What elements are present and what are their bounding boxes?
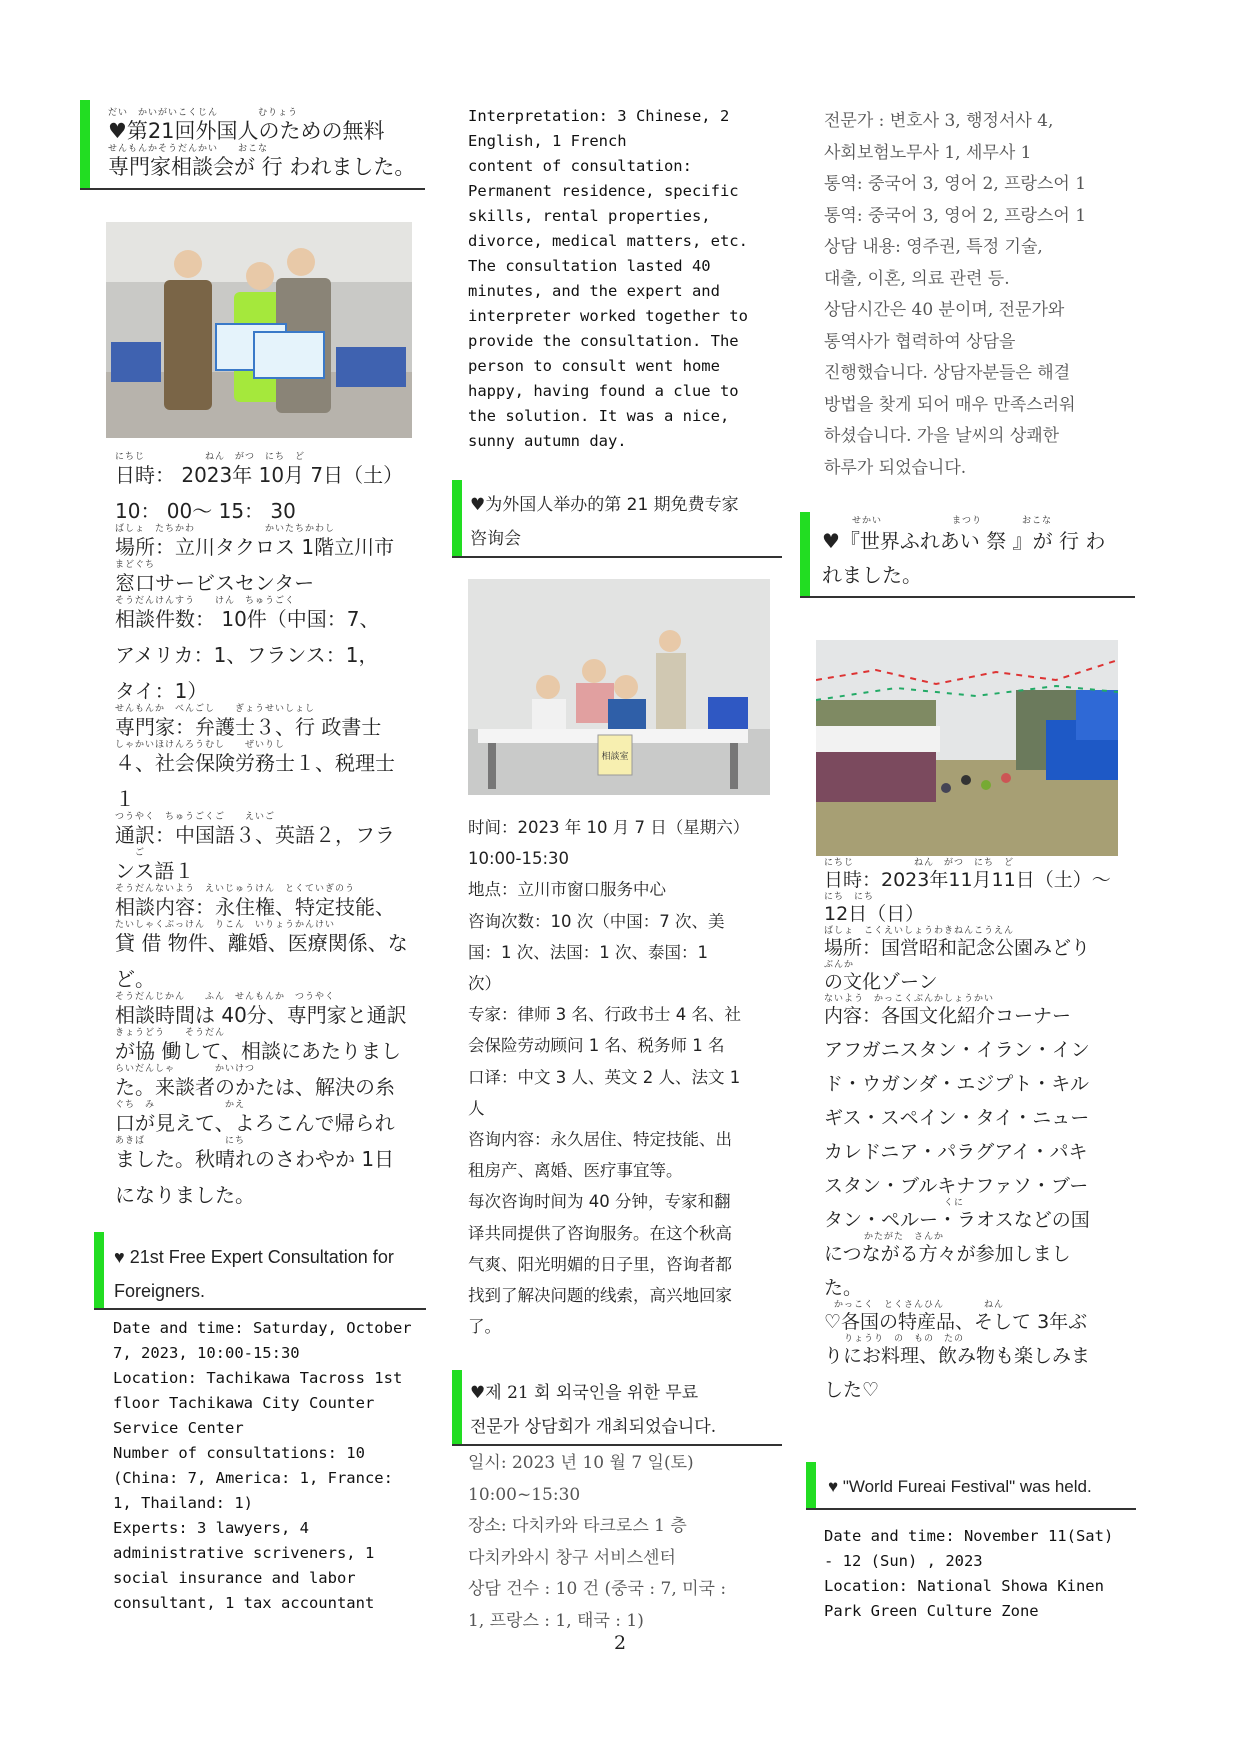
jp-line-10 [115,812,435,848]
line-ruby: せんもんか べんごし ぎょうせいしょし [115,704,316,714]
line-ruby: きょうどう そうだん [115,1028,226,1038]
body-line: 10:00-15:30 [468,849,570,869]
jp-line-15 [115,992,435,1028]
jp-line-9 [115,776,435,812]
body-line: 방법을 찾게 되어 매우 만족스러워 [824,394,1076,415]
body-line: 会保险劳动顾问 1 名、税务师 1 名 [468,1036,725,1056]
middle-en-body: Interpretation: 3 Chinese, 2 English, 1 French content of consultation: Permanent residence, specific skills, rental properties, divorce, medical matters, etc. The consultation lasted 40 minutes, and the expert and interpreter worked together to provide the consultation. The person to consult went home happy, having found a clue to the solution. It was a nice, sunny autumn day. [468,107,748,450]
jp-line-20 [115,1172,435,1208]
line-ruby: ばしょ こくえいしょうわきねんこうえん [824,926,1015,936]
line-text: アフガニスタン・イラン・イン [824,1039,1090,1061]
line-ruby: そうだんけんすう けん ちゅうごく [115,596,296,606]
line-ruby [115,668,435,678]
body-line: 10:00~15:30 [468,1484,581,1505]
middle-zh-heading [452,480,782,558]
line-ruby [115,1172,435,1182]
line-text: 通訳：中国語３、英語２，フラ [115,823,395,847]
heading-accent-bar [94,1232,104,1308]
jp-line-1 [115,488,435,524]
line-text: 窓口サービスセンター [115,571,315,595]
line-text: 内容：各国文化紹介コーナー [824,1005,1072,1027]
line-text: 相談件数： 10件（中国：7、 [115,607,380,631]
jp-line-4 [115,596,435,632]
line-ruby [115,956,435,966]
line-text: 場所：立川タクロス 1階立川市 [115,535,395,559]
middle-ko-body [468,1448,798,1637]
line-text: 相談時間は 40分、専門家と通訳 [115,1003,407,1027]
line-ruby [824,1096,1154,1106]
heading-line: ♥ "World Fureai Festival" was held. [828,1477,1092,1496]
jp-line-7 [824,1096,1154,1130]
left-en-body: Date and time: Saturday, October 7, 2023, 10:00-15:30 Location: Tachikawa Tacross 1st floor Tachikawa City Counter Service Center Number of consultations: 10 (China: 7, America: 1, France: 1, Thailand: 1) Experts: 3 lawyers, 4 administrative scriveners, 1 social insurance and labor consultant, 1 tax accountant [113,1319,412,1612]
heading-line: 専門家相談会が 行 われました。 [108,155,416,179]
line-text: ど。 [115,967,155,991]
line-text: 相談内容：永住権、特定技能、 [115,895,395,919]
jp-line-7 [115,704,435,740]
jp-line-2 [824,926,1154,960]
heading-line: ♥제 21 회 외국인을 위한 무료 [470,1383,699,1403]
body-line: 气爽、阳光明媚的日子里，咨询者都 [468,1254,732,1274]
line-text: ド・ウガンダ・エジプト・キル [824,1073,1090,1095]
body-line: 了。 [468,1317,501,1337]
festival-photo [816,640,1118,856]
right-en-body: Date and time: November 11(Sat) - 12 (Sun) , 2023 Location: National Showa Kinen Park Green Culture Zone [824,1527,1114,1620]
body-line: 사회보험노무사 1, 세무사 1 [824,142,1032,163]
jp-line-5 [824,1028,1154,1062]
line-ruby: ないよう かっこくぶんかしょうかい [824,994,995,1004]
jp-line-13 [115,920,435,956]
line-text: 場所：国営昭和記念公園みどり [824,937,1091,959]
line-text: た。来談者のかたは、解決の糸 [115,1075,395,1099]
jp-line-18 [115,1100,435,1136]
heading-line: ♥ 21st Free Expert Consultation for [114,1247,394,1267]
line-text: た。 [824,1277,863,1299]
body-line: 하루가 되었습니다. [824,457,967,478]
line-ruby [115,632,435,642]
line-text: の文化ゾーン [824,971,938,993]
body-line: 每次咨询时间为 40 分钟，专家和翻 [468,1192,731,1212]
sign-text: 相談室 [601,752,629,762]
line-ruby: ばしょ たちかわ かいたちかわし [115,524,336,534]
jp-line-10 [824,1198,1154,1232]
jp-line-15 [824,1368,1154,1402]
middle-ko-heading [452,1370,782,1446]
jp-line-11 [115,848,435,884]
right-en-heading [806,1462,1136,1510]
line-text: 日時：2023年11月11日（土）～ [824,869,1111,891]
line-text: につながる方々が参加しまし [824,1243,1071,1265]
line-ruby [824,1062,1154,1072]
line-text: 貸 借 物件、離婚、医療関係、な [115,931,408,955]
line-ruby: しゃかいほけんろうむし ぜいりし [115,740,286,750]
left-en-heading [94,1232,426,1310]
heading-accent-bar [800,512,810,596]
line-ruby: そうだんじかん ふん せんもんか つうやく [115,992,336,1002]
body-line: 일시: 2023 년 10 월 7 일(토) [468,1453,694,1473]
line-ruby: つうやく ちゅうごくご えいご [115,812,276,822]
heading-ruby: せんもんかそうだんかい おこな [108,144,269,154]
body-line: 대출, 이혼, 의료 관련 등. [824,268,1010,289]
body-line: 咨询次数：10 次（中国：7 次、美 [468,911,725,931]
consultation-photo-1 [106,222,412,438]
body-line: 译共同提供了咨询服务。在这个秋高 [468,1223,732,1243]
line-text: ４、社会保険労務士１、税理士 [115,751,395,775]
body-line: 时间：2023 年 10 月 7 日（星期六） [468,818,750,837]
line-text: ギス・スペイン・タイ・ニュー [824,1107,1090,1129]
body-line: 다치카와시 창구 서비스센터 [468,1547,676,1568]
line-text: 12日（日） [824,903,925,925]
body-line: 전문가 : 변호사 3, 행정서사 4, [824,111,1054,131]
line-ruby: まどぐち [115,560,156,570]
heading-line: ♥为外国人举办的第 21 期免费专家 [470,495,739,515]
jp-line-13 [824,1300,1154,1334]
body-line: 통역: 중국어 3, 영어 2, 프랑스어 1 [824,174,1087,194]
body-line: 国：1 次、法国：1 次、泰国：1 [468,942,708,962]
line-text: ンス語１ [115,859,195,883]
line-ruby: ご [115,848,146,858]
line-text: スタン・ブルキナファソ・ブー [824,1175,1089,1197]
heading-accent-bar [452,1370,462,1444]
line-text: １ [115,787,135,811]
body-line: 次） [468,974,501,994]
body-line: 상담시간은 40 분이며, 전문가와 [824,300,1065,320]
body-line: 진행했습니다. 상담자분들은 해결 [824,363,1071,383]
jp-line-0 [115,452,435,488]
middle-zh-body [468,812,788,1342]
body-line: 找到了解决问题的线索，高兴地回家 [468,1286,732,1306]
line-ruby: たいしゃくぶっけん りこん いりょうかんけい [115,920,336,930]
jp-line-14 [115,956,435,992]
body-line: 口译：中文 3 人、英文 2 人、法文 1 [468,1067,741,1087]
jp-line-5 [115,632,435,668]
line-text: カレドニア・パラグアイ・パキ [824,1141,1088,1163]
line-text: 日時： 2023年 10月 7日（土） [115,463,404,487]
jp-line-17 [115,1064,435,1100]
heading-line: Foreigners. [114,1281,206,1301]
heading-line: 전문가 상담회가 개최되었습니다. [470,1417,717,1437]
line-ruby: かたがた さんか [824,1232,945,1242]
line-text: ました。秋晴れのさわやか 1日 [115,1147,395,1171]
line-ruby [824,1130,1154,1140]
line-ruby: あきば にち [115,1136,246,1146]
body-line: 人 [468,1098,485,1118]
jp-line-8 [115,740,435,776]
body-line: 통역: 중국어 3, 영어 2, 프랑스어 1 [824,205,1087,226]
line-text: 口が見えて、よろこんで帰られ [115,1111,395,1135]
jp-line-16 [115,1028,435,1064]
body-line: 상담 내용: 영주권, 특정 기술, [824,237,1043,257]
right-jp-body [824,858,1154,1402]
body-line: 地点：立川市窗口服务中心 [468,880,666,900]
heading-accent-bar [80,100,90,188]
left-jp-body [115,452,435,1208]
heading-line: ♥『世界ふれあい 祭 』が 行 わ [822,529,1106,553]
jp-line-9 [824,1164,1154,1198]
line-ruby: にちじ ねん がつ にち ど [115,452,306,462]
line-text: になりました。 [115,1183,255,1207]
line-ruby [824,1164,1154,1174]
heading-accent-bar [806,1462,816,1508]
heading-line: れました。 [822,563,922,587]
line-ruby: にちじ ねん がつ にち ど [824,858,1015,868]
jp-line-3 [824,960,1154,994]
body-line: 1, 프랑스 : 1, 태국 : 1) [468,1610,644,1631]
line-ruby: そうだんないよう えいじゅうけん とくていぎのう [115,884,356,894]
jp-line-19 [115,1136,435,1172]
jp-line-3 [115,560,435,596]
heading-accent-bar [452,480,462,556]
line-ruby [115,776,435,786]
line-text: タン・ペルー・ラオスなどの国 [824,1209,1090,1231]
line-ruby [824,1028,1154,1038]
heading-line: 咨询会 [470,529,521,549]
jp-line-1 [824,892,1154,926]
jp-line-2 [115,524,435,560]
jp-line-6 [824,1062,1154,1096]
line-ruby: ぶんか [824,960,855,970]
jp-line-8 [824,1130,1154,1164]
line-ruby: らいだんしゃ かいけつ [115,1064,256,1074]
jp-line-12 [115,884,435,920]
line-text: アメリカ：1、フランス：1， [115,643,379,667]
line-text: が協 働して、相談にあたりまし [115,1039,401,1063]
right-ko-body [824,106,1154,484]
line-ruby [824,1368,1154,1378]
jp-line-12 [824,1266,1154,1300]
line-text: 専門家：弁護士３、行 政書士 [115,715,382,739]
line-ruby [824,1266,1154,1276]
line-text: りにお料理、飲み物も楽しみま [824,1345,1091,1367]
body-line: 咨询内容：永久居住、特定技能、出 [468,1130,732,1150]
line-ruby: ぐち み かえ [115,1100,246,1110]
body-line: 租房产、离婚、医疗事宜等。 [468,1161,683,1181]
body-line: 상담 건수 : 10 건 (중국 : 7, 미국 : [468,1579,727,1599]
page-number: 2 [613,1632,627,1654]
line-ruby: くに [824,1198,965,1208]
jp-line-14 [824,1334,1154,1368]
line-ruby [115,488,435,498]
left-jp-heading [80,100,425,190]
jp-line-4 [824,994,1154,1028]
line-text: タイ：1） [115,679,208,703]
line-text: 10： 00～ 15： 30 [115,499,296,523]
body-line: 장소: 다치카와 타크로스 1 층 [468,1516,687,1536]
body-line: 통역사가 협력하여 상담을 [824,331,1016,352]
right-festival-heading [800,512,1135,598]
body-line: 하셨습니다. 가을 날씨의 상쾌한 [824,426,1060,446]
jp-line-11 [824,1232,1154,1266]
line-ruby: にち にち [824,892,875,902]
line-text: ♡各国の特産品、そして 3年ぶ [824,1311,1088,1333]
line-ruby: りょうり の もの たの [824,1334,965,1344]
line-ruby: かっこく とくさんひん ねん [824,1300,1005,1310]
jp-line-0 [824,858,1154,892]
heading-ruby: だい かいがいこくじん むりょう [108,108,299,118]
heading-line: ♥第21回外国人のための無料 [108,119,385,143]
line-text: した♡ [824,1379,880,1401]
jp-line-6 [115,668,435,704]
consultation-photo-2 [468,579,770,795]
body-line: 专家：律师 3 名、行政书士 4 名、社 [468,1005,741,1025]
heading-ruby: せかい まつり おこな [822,516,1053,526]
